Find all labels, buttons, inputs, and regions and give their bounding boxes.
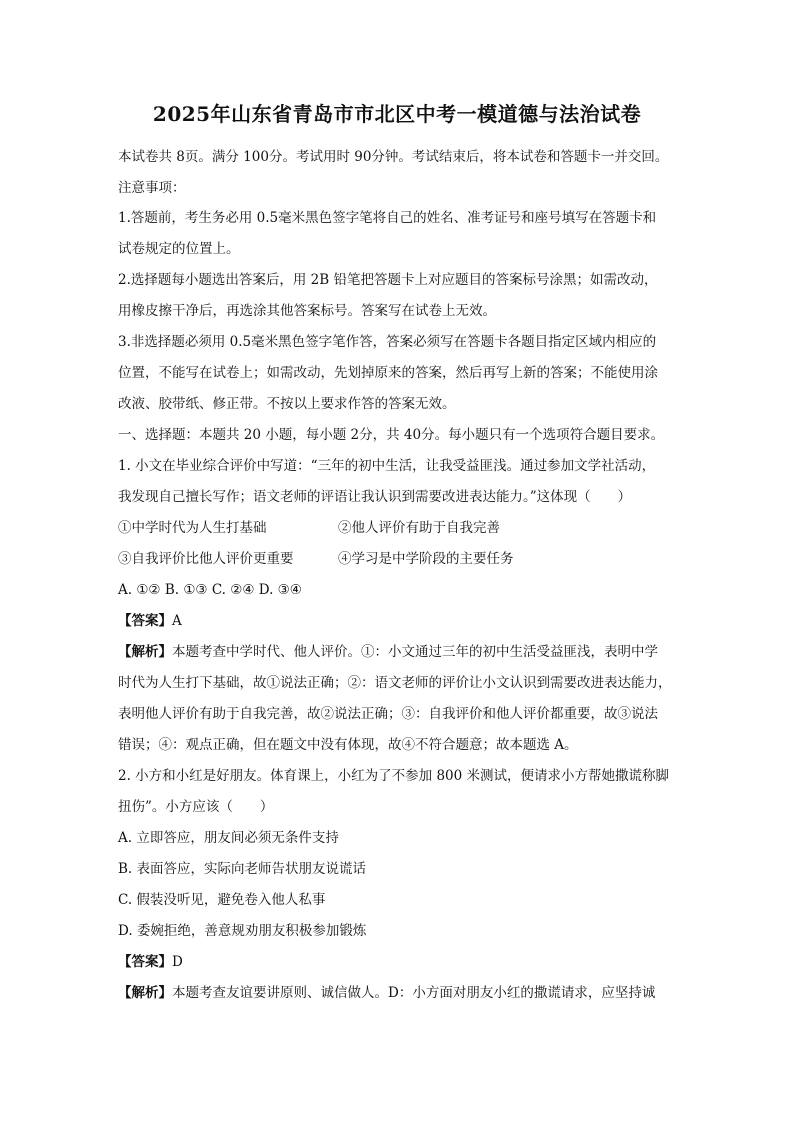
intro-text: 本试卷共 8页。满分 100分。考试用时 90分钟。考试结束后，将本试卷和答题卡一并交回。 (118, 149, 669, 165)
q1-analysis-line-1 (118, 637, 688, 668)
notice-1-line-1: 1.答题前，考生务必用 0.5毫米黑色签字笔将自己的姓名、准考证号和座号填写在答题卡和 (118, 210, 657, 226)
q2-stem-line-2: 扭伤”。小方应该（ ） (118, 799, 274, 815)
q1-statement-2: ②他人评价有助于自我完善 (338, 520, 500, 536)
notice-3-line-3: 改液、胶带纸、修正带。不按以上要求作答的答案无效。 (118, 396, 456, 412)
q2-option-d: D. 委婉拒绝，善意规劝朋友积极参加锻炼 (118, 923, 367, 939)
answer-label: 【答案】 (118, 613, 172, 629)
q1-stem-line-1: 1. 小文在毕业综合评价中写道：“三年的初中生活，让我受益匪浅。通过参加文学社活动， (118, 458, 656, 474)
section-heading: 一、选择题：本题共 20 小题，每小题 2分，共 40分。每小题只有一个选项符合题目要求。 (118, 427, 665, 443)
answer-value: D (172, 954, 183, 970)
analysis-label: 【解析】 (118, 644, 172, 660)
notice-3-line-2: 位置，不能写在试卷上；如需改动，先划掉原来的答案，然后再写上新的答案；不能使用涂 (118, 365, 658, 381)
analysis-text: 本题考查友谊要讲原则、诚信做人。D：小方面对朋友小红的撒谎请求，应坚持诚 (172, 985, 656, 1001)
notice-1-line-2: 试卷规定的位置上。 (118, 241, 240, 257)
q1-statement-1: ①中学时代为人生打基础 (118, 520, 267, 536)
exam-title: 2025年山东省青岛市市北区中考一模道德与法治试卷 (152, 102, 642, 126)
q1-analysis-line-2: 时代为人生打下基础，故①说法正确；②：语文老师的评价让小文认识到需要改进表达能力， (118, 675, 672, 691)
notice-2-line-1: 2.选择题每小题选出答案后，用 2B 铅笔把答题卡上对应题目的答案标号涂黑；如需改动， (118, 272, 658, 288)
answer-label: 【答案】 (118, 954, 172, 970)
q2-analysis-line-1 (118, 978, 688, 1009)
answer-value: A (172, 613, 182, 629)
q1-analysis-line-4: 错误；④：观点正确，但在题文中没有体现，故④不符合题意；故本题选 A。 (118, 737, 578, 753)
notice-3-line-1: 3.非选择题必须用 0.5毫米黑色签字笔作答，答案必须写在答题卡各题目指定区域内相应的 (118, 334, 657, 350)
q2-answer (118, 947, 688, 978)
analysis-text: 本题考查中学时代、他人评价。①：小文通过三年的初中生活受益匪浅，表明中学 (172, 644, 658, 660)
q1-statement-3: ③自我评价比他人评价更重要 (118, 551, 294, 567)
notice-2-line-2: 用橡皮擦干净后，再选涂其他答案标号。答案写在试卷上无效。 (118, 303, 496, 319)
q2-stem-line-1: 2. 小方和小红是好朋友。体育课上，小红为了不参加 800 米测试，便请求小方帮她撒谎称脚 (118, 768, 670, 784)
q1-answer (118, 606, 688, 637)
q2-option-b: B. 表面答应，实际向老师告状朋友说谎话 (118, 861, 367, 877)
analysis-label: 【解析】 (118, 985, 172, 1001)
q1-choices: A. ①② B. ①③ C. ②④ D. ③④ (118, 582, 302, 598)
q2-option-a: A. 立即答应，朋友间必须无条件支持 (118, 830, 339, 846)
q1-stem-line-2: 我发现自己擅长写作；语文老师的评语让我认识到需要改进表达能力。”这体现（ ） (118, 489, 632, 505)
q1-analysis-line-3: 表明他人评价有助于自我完善，故②说法正确；③：自我评价和他人评价都重要，故③说法 (118, 706, 658, 722)
q2-option-c: C. 假装没听见，避免卷入他人私事 (118, 892, 326, 908)
q1-statement-4: ④学习是中学阶段的主要任务 (338, 551, 514, 567)
notice-heading: 注意事项： (118, 180, 186, 196)
